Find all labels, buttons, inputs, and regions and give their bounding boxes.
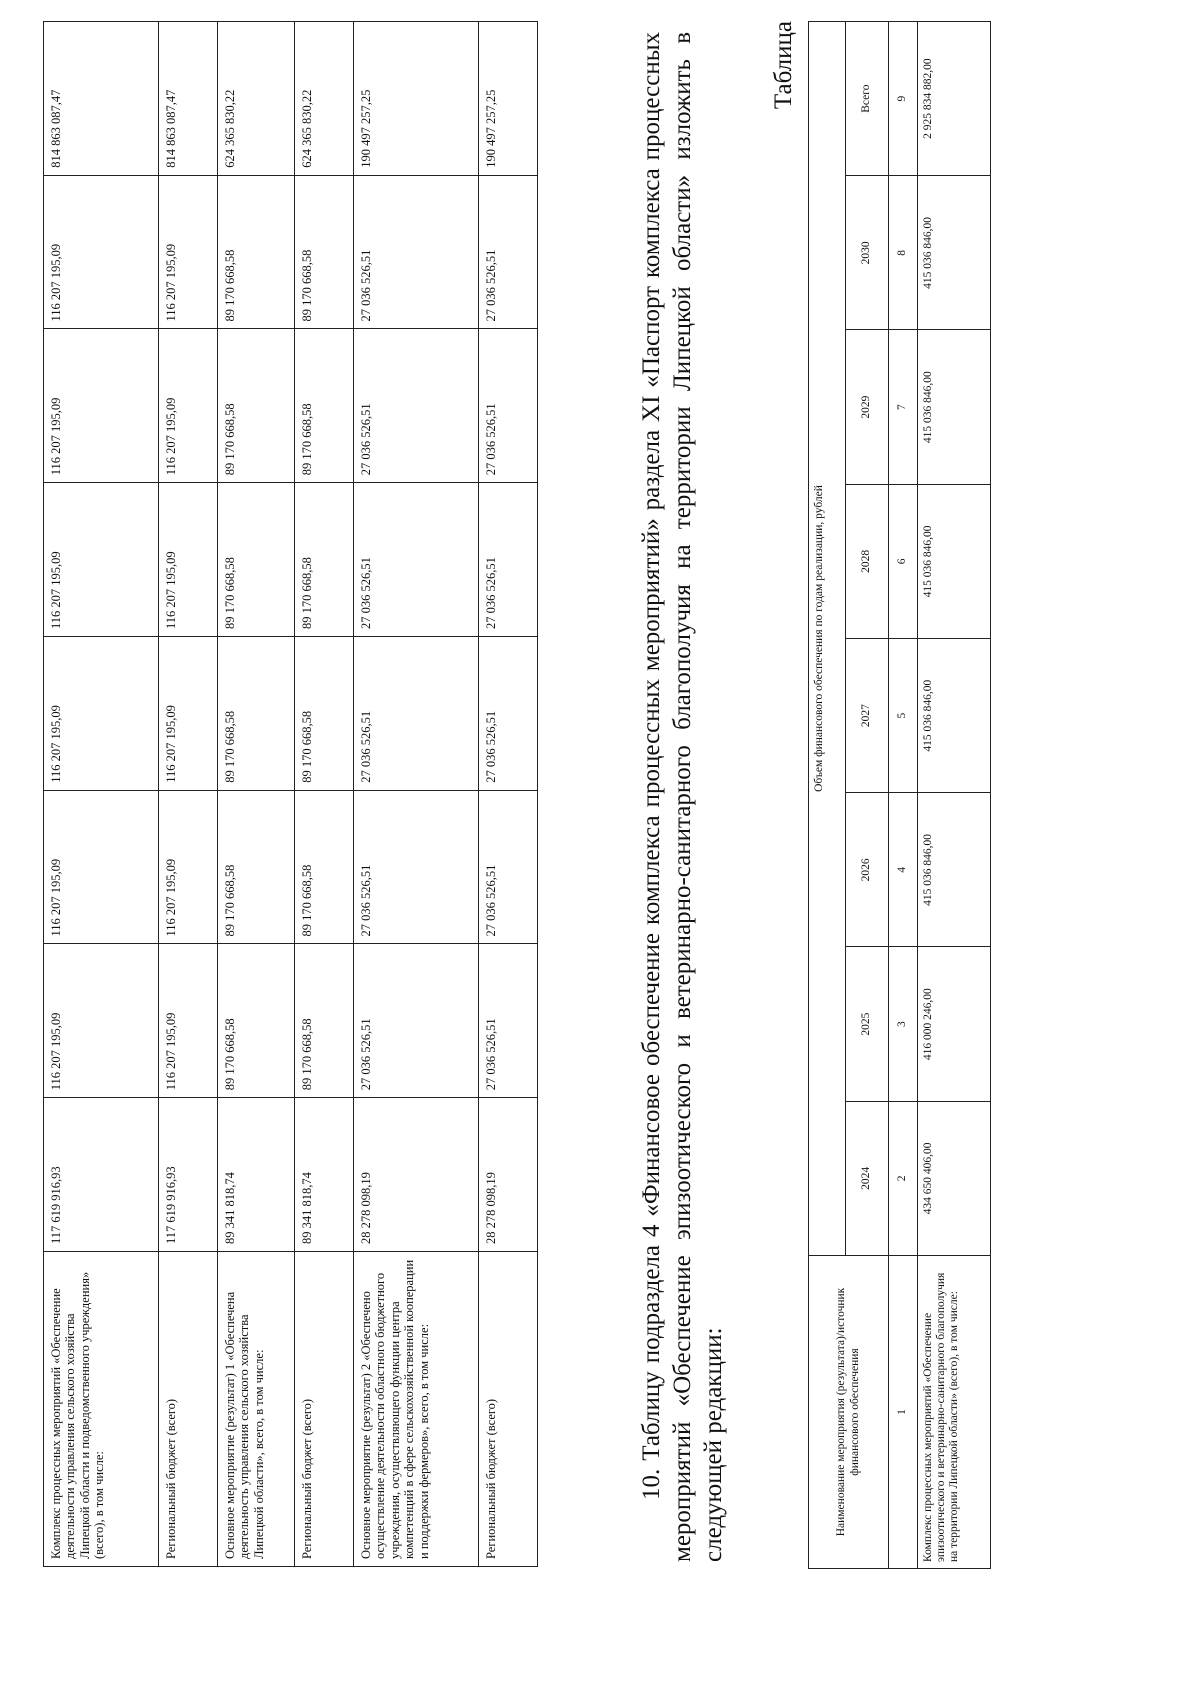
value-cell: 117 619 916,93 (44, 1098, 159, 1252)
value-cell: 27 036 526,51 (479, 790, 538, 944)
value-cell: 89 170 668,58 (295, 944, 354, 1098)
column-number-cell: 7 (889, 330, 918, 484)
table-caption: Таблица (770, 21, 797, 110)
row-name-cell: Региональный бюджет (всего) (295, 1252, 354, 1567)
column-number-cell: 2 (889, 1101, 918, 1255)
value-cell: 27 036 526,51 (479, 483, 538, 637)
value-cell: 116 207 195,09 (44, 637, 159, 791)
value-cell: 89 341 818,74 (218, 1098, 295, 1252)
value-cell: 116 207 195,09 (44, 944, 159, 1098)
column-number-cell: 9 (889, 22, 918, 176)
column-number-cell: 4 (889, 793, 918, 947)
value-cell: 89 170 668,58 (295, 329, 354, 483)
value-cell: 190 497 257,25 (479, 22, 538, 176)
table-row (218, 22, 295, 1567)
value-cell: 27 036 526,51 (354, 944, 479, 1098)
year-header-cell: 2029 (846, 330, 889, 484)
value-cell: 2 925 834 882,00 (918, 22, 991, 176)
value-cell: 89 170 668,58 (218, 944, 295, 1098)
value-cell: 117 619 916,93 (159, 1098, 218, 1252)
header-volume-cell: Объем финансового обеспечения по годам реализации, рублей (809, 22, 846, 1256)
value-cell: 89 170 668,58 (295, 483, 354, 637)
table-row (354, 22, 479, 1567)
value-cell: 89 170 668,58 (295, 637, 354, 791)
header-name-cell: Наименование мероприятия (результата)/источник финансового обеспечения (809, 1256, 889, 1569)
value-cell: 27 036 526,51 (354, 637, 479, 791)
table-row (918, 22, 991, 1569)
amendment-paragraph (636, 32, 729, 1562)
table-row (479, 22, 538, 1567)
year-header-cell: 2027 (846, 639, 889, 793)
value-cell: 416 000 246,00 (918, 947, 991, 1101)
row-name-cell: Региональный бюджет (всего) (159, 1252, 218, 1567)
value-cell: 27 036 526,51 (479, 637, 538, 791)
value-cell: 89 170 668,58 (218, 790, 295, 944)
value-cell: 27 036 526,51 (479, 175, 538, 329)
value-cell: 89 170 668,58 (295, 790, 354, 944)
value-cell: 415 036 846,00 (918, 484, 991, 638)
year-header-cell: 2030 (846, 176, 889, 330)
value-cell: 27 036 526,51 (354, 175, 479, 329)
value-cell: 28 278 098,19 (479, 1098, 538, 1252)
value-cell: 27 036 526,51 (354, 329, 479, 483)
value-cell: 89 170 668,58 (218, 329, 295, 483)
paragraph-text: 10. Таблицу подраздела 4 «Финансовое обеспечение комплекса процессных мероприятий» раздела XI «Паспорт комплекса процессных мероприятий «Обеспечение эпизоотического и ветеринарно-санитарного благополучия на территории Липецкой области» изложить в следующей редакции: (638, 32, 727, 1562)
column-number-cell: 5 (889, 639, 918, 793)
year-header-cell: 2028 (846, 484, 889, 638)
value-cell: 814 863 087,47 (44, 22, 159, 176)
value-cell: 624 365 830,22 (295, 22, 354, 176)
row-name-cell: Комплекс процессных мероприятий «Обеспечение деятельности управления сельского хозяйства Липецкой области и подведомственного учреждения» (всего), в том числе: (44, 1252, 159, 1567)
value-cell: 89 170 668,58 (295, 175, 354, 329)
year-header-cell: 2026 (846, 793, 889, 947)
value-cell: 116 207 195,09 (44, 790, 159, 944)
column-number-cell: 3 (889, 947, 918, 1101)
value-cell: 624 365 830,22 (218, 22, 295, 176)
value-cell: 116 207 195,09 (159, 329, 218, 483)
value-cell: 27 036 526,51 (479, 329, 538, 483)
value-cell: 116 207 195,09 (159, 637, 218, 791)
value-cell: 415 036 846,00 (918, 793, 991, 947)
year-header-cell: 2025 (846, 947, 889, 1101)
financing-table-new (808, 21, 991, 1569)
table-row (159, 22, 218, 1567)
value-cell: 116 207 195,09 (159, 944, 218, 1098)
value-cell: 89 170 668,58 (218, 175, 295, 329)
value-cell: 814 863 087,47 (159, 22, 218, 176)
value-cell: 116 207 195,09 (159, 483, 218, 637)
year-header-cell: Всего (846, 22, 889, 176)
value-cell: 27 036 526,51 (479, 944, 538, 1098)
table-row (295, 22, 354, 1567)
value-cell: 116 207 195,09 (44, 175, 159, 329)
column-number-cell: 8 (889, 176, 918, 330)
value-cell: 89 341 818,74 (295, 1098, 354, 1252)
value-cell: 89 170 668,58 (218, 483, 295, 637)
value-cell: 415 036 846,00 (918, 176, 991, 330)
value-cell: 28 278 098,19 (354, 1098, 479, 1252)
value-cell: 27 036 526,51 (354, 790, 479, 944)
column-number-cell: 6 (889, 484, 918, 638)
value-cell: 116 207 195,09 (159, 175, 218, 329)
value-cell: 27 036 526,51 (354, 483, 479, 637)
year-header-cell: 2024 (846, 1101, 889, 1255)
column-number-cell: 1 (889, 1256, 918, 1569)
table-row (44, 22, 159, 1567)
value-cell: 415 036 846,00 (918, 330, 991, 484)
value-cell: 116 207 195,09 (44, 329, 159, 483)
value-cell: 190 497 257,25 (354, 22, 479, 176)
row-name-cell: Региональный бюджет (всего) (479, 1252, 538, 1567)
value-cell: 116 207 195,09 (44, 483, 159, 637)
row-name-cell: Основное мероприятие (результат) 1 «Обеспечена деятельность управления сельского хозяйства Липецкой области», всего, в том числе: (218, 1252, 295, 1567)
row-name-cell: Комплекс процессных мероприятий «Обеспечение эпизоотического и ветеринарно-санитарного благополучия на территории Липецкой области» (всего), в том числе: (918, 1256, 991, 1569)
row-name-cell: Основное мероприятие (результат) 2 «Обеспечено осуществление деятельности областного бюджетного учреждения, осуществляющего функции центра компетенций в сфере сельскохозяйственной кооперации и поддержки фермеров», всего, в том числе: (354, 1252, 479, 1567)
financing-table-continuation (43, 21, 538, 1567)
value-cell: 116 207 195,09 (159, 790, 218, 944)
value-cell: 89 170 668,58 (218, 637, 295, 791)
value-cell: 434 650 406,00 (918, 1101, 991, 1255)
value-cell: 415 036 846,00 (918, 639, 991, 793)
